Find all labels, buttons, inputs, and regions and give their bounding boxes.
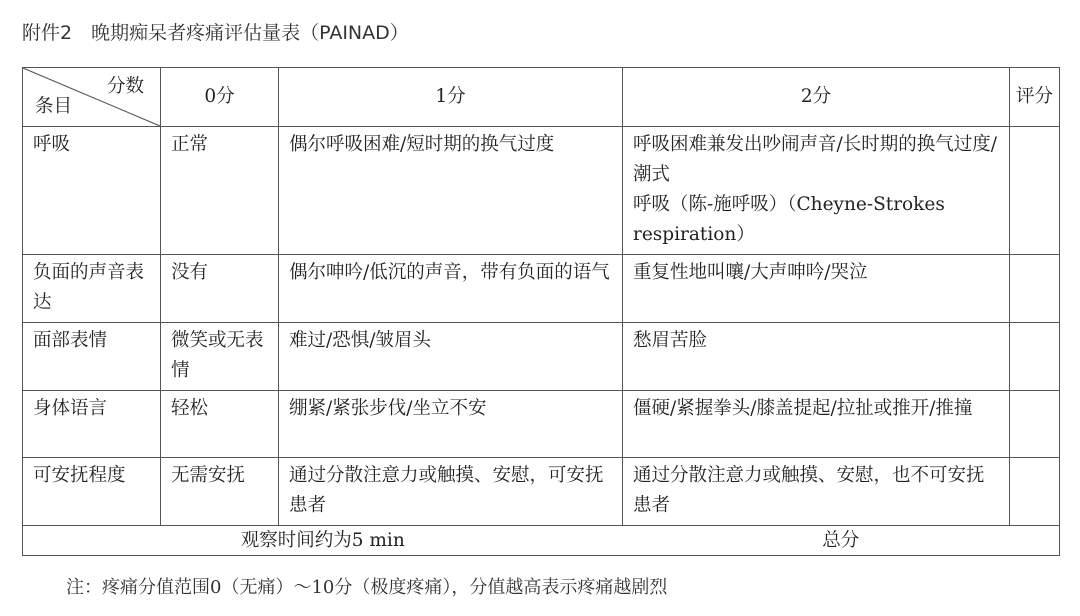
- table-note: 注：疼痛分值范围0（无痛）～10分（极度疼痛），分值越高表示疼痛越剧烈: [66, 577, 668, 598]
- row-score-2: 重复性地叫嚷/大声呻吟/哭泣: [623, 255, 1010, 323]
- header-0-points: 0分: [161, 68, 279, 127]
- score-input-cell[interactable]: [1010, 391, 1060, 458]
- painad-table: [22, 67, 1060, 556]
- score-input-cell[interactable]: [1010, 127, 1060, 255]
- row-score-0: 正常: [161, 127, 279, 255]
- table-row: [23, 127, 1060, 255]
- table-row: [23, 255, 1060, 323]
- observation-time: 观察时间约为5 min: [23, 526, 623, 556]
- score-input-cell[interactable]: [1010, 458, 1060, 526]
- row-item: 可安抚程度: [23, 458, 161, 526]
- row-score-2: [623, 127, 1010, 255]
- row-item: 身体语言: [23, 391, 161, 458]
- table-row: [23, 391, 1060, 458]
- row-item: 负面的声音表达: [23, 255, 161, 323]
- row-score-1: 偶尔呼吸困难/短时期的换气过度: [279, 127, 623, 255]
- total-score: 总分: [623, 526, 1060, 556]
- diagonal-header-cell: [23, 68, 161, 127]
- row-item: 面部表情: [23, 323, 161, 391]
- row-score-2: 愁眉苦脸: [623, 323, 1010, 391]
- row-score-2-line: 呼吸困难兼发出吵闹声音/长时期的换气过度/潮式: [633, 134, 997, 185]
- row-score-1: 通过分散注意力或触摸、安慰，可安抚患者: [279, 458, 623, 526]
- row-score-0: 轻松: [161, 391, 279, 458]
- row-score-0: 无需安抚: [161, 458, 279, 526]
- table-footer-row: [23, 526, 1060, 556]
- item-axis-label: 条目: [35, 96, 73, 117]
- row-score-1: 偶尔呻吟/低沉的声音，带有负面的语气: [279, 255, 623, 323]
- row-score-0: 微笑或无表情: [161, 323, 279, 391]
- row-score-1: 难过/恐惧/皱眉头: [279, 323, 623, 391]
- document-title: 附件2 晚期痴呆者疼痛评估量表（PAINAD）: [22, 22, 409, 44]
- header-1-point: 1分: [279, 68, 623, 127]
- header-2-points: 2分: [623, 68, 1010, 127]
- row-score-2-line: 呼吸（陈-施呼吸）（Cheyne-Strokes respiration）: [633, 194, 945, 245]
- row-score-0: 没有: [161, 255, 279, 323]
- score-axis-label: 分数: [106, 76, 144, 97]
- header-score: 评分: [1010, 68, 1060, 127]
- row-item: 呼吸: [23, 127, 161, 255]
- row-score-1: 绷紧/紧张步伐/坐立不安: [279, 391, 623, 458]
- table-header-row: [23, 68, 1060, 127]
- score-input-cell[interactable]: [1010, 323, 1060, 391]
- score-input-cell[interactable]: [1010, 255, 1060, 323]
- table-row: [23, 458, 1060, 526]
- row-score-2: 僵硬/紧握拳头/膝盖提起/拉扯或推开/推撞: [623, 391, 1010, 458]
- row-score-2: 通过分散注意力或触摸、安慰，也不可安抚患者: [623, 458, 1010, 526]
- table-row: [23, 323, 1060, 391]
